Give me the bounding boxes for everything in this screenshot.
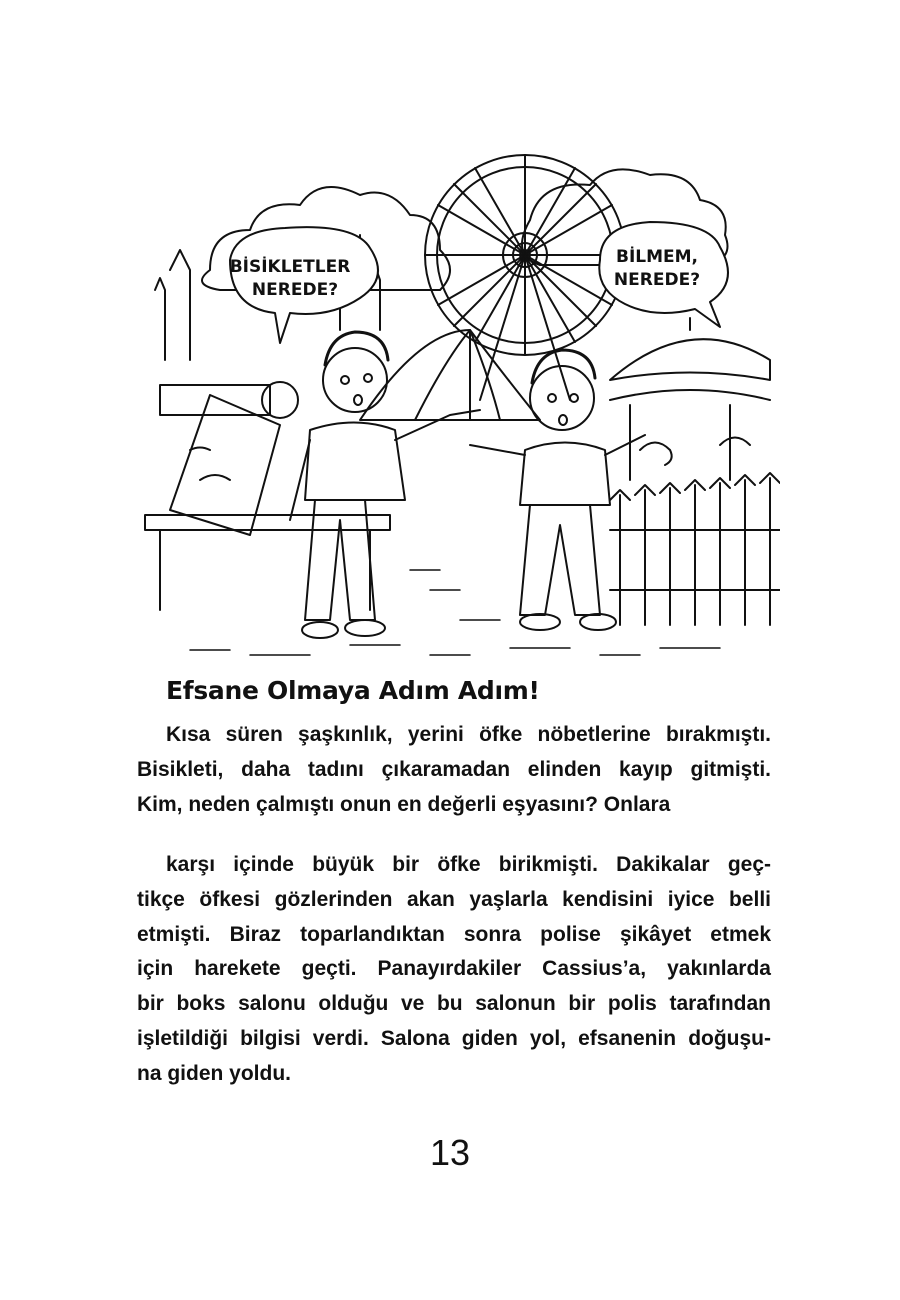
text-line: Bisikleti, daha tadını çıkaramadan elinden kayıp gitmişti.: [137, 757, 771, 781]
bubble-left-line1: BİSİKLETLER: [229, 257, 351, 277]
paragraph-1: [137, 718, 771, 822]
bubble-right-line2: NEREDE?: [613, 270, 701, 290]
bubble-left-line2: NEREDE?: [251, 280, 339, 300]
fence: [610, 473, 780, 625]
text-line: için harekete geçti. Panayırdakiler Cassius’a, yakınlarda: [137, 957, 771, 981]
text-line: Kim, neden çalmıştı onun en değerli eşyasını? Onlara: [137, 792, 671, 816]
ferris-wheel: [425, 155, 625, 400]
section-heading: Efsane Olmaya Adım Adım!: [166, 676, 540, 705]
text-line: bir boks salonu olduğu ve bu salonun bir polis tarafından: [137, 992, 771, 1016]
paragraph-2: [137, 848, 771, 1092]
text-line: na giden yoldu.: [137, 1061, 292, 1085]
text-line: etmişti. Biraz toparlandıktan sonra polise şikâyet etmek: [137, 922, 771, 946]
text-line: işletildiği bilgisi verdi. Salona giden yol, efsanenin doğuşu-: [137, 1026, 771, 1050]
text-line: karşı içinde büyük bir öfke birikmişti. Dakikalar geç-: [166, 853, 771, 876]
text-line: Kısa süren şaşkınlık, yerini öfke nöbetlerine bırakmıştı.: [166, 723, 771, 746]
boy-left: [290, 332, 480, 638]
food-stall: [145, 382, 390, 610]
fairground-illustration: [130, 150, 780, 670]
carousel: [610, 318, 770, 480]
text-line: tikçe öfkesi gözlerinden akan yaşlarla kendisini iyice belli: [137, 887, 771, 911]
page-number: 13: [429, 1132, 471, 1173]
bubble-right-line1: BİLMEM,: [615, 247, 699, 267]
